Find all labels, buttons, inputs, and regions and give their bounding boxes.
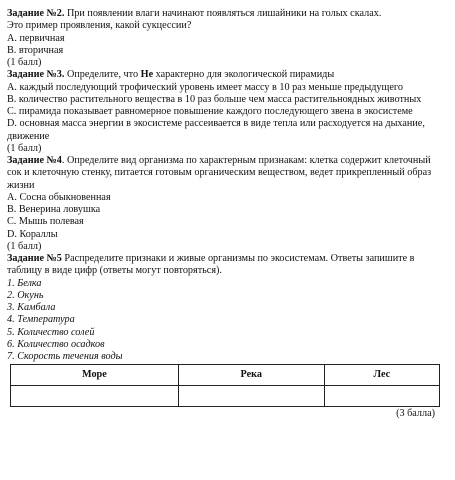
task4-score: (1 балл)	[7, 240, 42, 252]
task3-text-post: характерно для экологической пирамиды	[155, 69, 335, 81]
document-page	[7, 8, 447, 421]
task3-option-b: В. количество растительного вещества в 10 раз больше чем масса растительноядных животных	[7, 93, 422, 105]
task4-question	[7, 155, 447, 192]
task4-option-a: А. Сосна обыкновенная	[7, 191, 111, 203]
task5-item-6: 6. Количество осадков	[7, 338, 105, 350]
task2-line1	[7, 8, 447, 20]
task5-question	[7, 253, 447, 278]
answer-table	[10, 364, 440, 407]
header-forest: Лес	[324, 365, 439, 386]
task5-item-4: 4. Температура	[7, 314, 75, 326]
task2-line2: Это пример проявления, какой сукцессии?	[7, 20, 192, 32]
task3-score: (1 балл)	[7, 142, 42, 154]
task3-text-pre: Определите, что	[66, 69, 139, 81]
task2-score: (1 балл)	[7, 57, 42, 68]
task2-text-1: При появлении влаги начинают появляться лишайники на голых скалах.	[66, 8, 382, 19]
task3-option-c: С. пирамида показывает равномерное повышение каждого последующего звена в экосистеме	[7, 106, 413, 117]
task4-text: . Определите вид организма по характерным признакам: клетка содержит клеточный сок и клеточную стенку, питается готовым органическим веществом, ведет прикрепленный образ жизни	[7, 155, 432, 191]
answer-table-header-row	[11, 365, 440, 386]
task4-option-b: В. Венерина ловушка	[7, 204, 101, 215]
task3-text-bold: Не	[140, 69, 154, 81]
task5-score: (3 балла)	[396, 408, 435, 420]
task4-option-d: D. Кораллы	[7, 228, 58, 240]
task3-option-a: А. каждый последующий трофический уровень имеет массу в 10 раз меньше предыдущего	[7, 81, 403, 93]
task5-item-2: 2. Окунь	[7, 289, 44, 301]
answer-cell-forest[interactable]	[324, 386, 439, 407]
task4-option-c: С. Мышь полевая	[7, 216, 84, 228]
task5-item-3: 3. Камбала	[7, 302, 56, 313]
task5-text: Распределите признаки и живые организмы по экосистемам. Ответы запишите в таблицу в виде цифр (ответы могут повторяться).	[7, 253, 415, 277]
answer-cell-river[interactable]	[178, 386, 324, 407]
task5-label: Задание №5	[7, 253, 62, 264]
answer-cell-sea[interactable]	[11, 386, 179, 407]
task2-label: Задание №2.	[7, 8, 65, 19]
task5-item-7: 7. Скорость течения воды	[7, 351, 123, 362]
task2-option-b: В. вторичная	[7, 44, 64, 56]
header-river: Река	[178, 365, 324, 386]
task3-line1	[7, 69, 447, 81]
task4-label: Задание №4	[7, 155, 62, 166]
answer-table-row	[11, 386, 440, 407]
task3-label: Задание №3.	[7, 69, 65, 81]
task3-option-d: D. основная масса энергии в экосистеме рассеивается в виде тепла или расходуется на дыхание, движение	[7, 118, 425, 142]
task5-item-5: 5. Количество солей	[7, 326, 95, 338]
task5-item-1: 1. Белка	[7, 277, 42, 289]
header-sea: Море	[11, 365, 179, 386]
task2-option-a: А. первичная	[7, 32, 65, 44]
